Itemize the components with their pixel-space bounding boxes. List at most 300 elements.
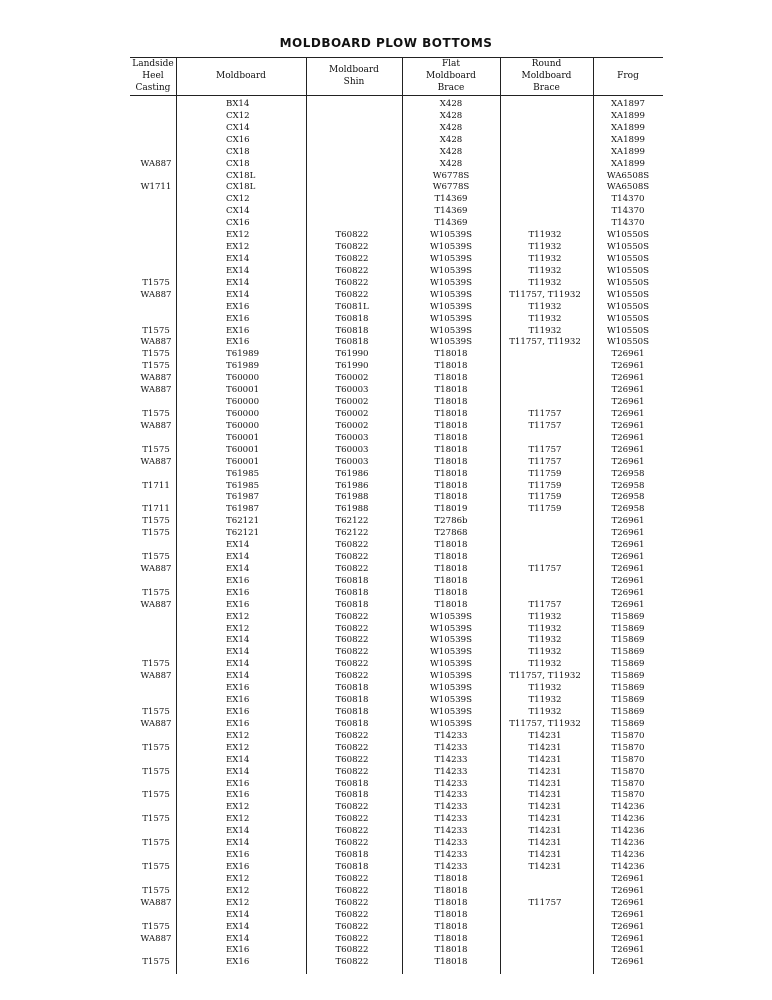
table-row (130, 898, 663, 910)
flat-brace-cell: W10539S (429, 230, 473, 241)
moldboard-cell: EX16 (226, 957, 250, 968)
frog-cell: T26961 (611, 921, 645, 932)
moldboard-cell: EX12 (226, 242, 250, 253)
shin-cell: T60822 (335, 742, 369, 753)
landside-cell: WA887 (140, 289, 172, 300)
table-row (130, 635, 663, 647)
flat-brace-cell: X428 (439, 146, 463, 157)
shin-cell: T61988 (335, 504, 369, 515)
moldboard-cell: EX16 (226, 790, 250, 801)
flat-brace-cell: X428 (439, 158, 463, 169)
flat-brace-cell: T18018 (434, 575, 468, 586)
landside-cell: WA887 (140, 420, 172, 431)
flat-brace-cell: T14233 (434, 838, 468, 849)
frog-cell: T15870 (611, 730, 645, 741)
flat-brace-cell: T18018 (434, 468, 468, 479)
round-brace-cell: T14231 (528, 850, 562, 861)
table-row (130, 433, 663, 445)
table-row (130, 683, 663, 695)
round-brace-cell: T11932 (528, 301, 562, 312)
shin-cell: T62122 (335, 528, 369, 539)
flat-brace-cell: W10539S (429, 671, 473, 682)
header-frog: Frog (617, 71, 639, 81)
shin-cell: T60818 (335, 313, 369, 324)
moldboard-cell: EX14 (226, 754, 250, 765)
flat-brace-cell: T18018 (434, 587, 468, 598)
flat-brace-cell: T18018 (434, 397, 468, 408)
landside-cell: WA887 (140, 599, 172, 610)
frog-cell: T26961 (611, 897, 645, 908)
flat-brace-cell: W10539S (429, 337, 473, 348)
table-row (130, 707, 663, 719)
flat-brace-cell: T14233 (434, 862, 468, 872)
flat-brace-cell: W10539S (429, 325, 473, 336)
shin-cell: T60822 (335, 230, 369, 241)
moldboard-cell: EX14 (226, 647, 250, 658)
landside-cell: T1575 (142, 790, 170, 801)
frog-cell: T15870 (611, 766, 645, 777)
moldboard-cell: EX16 (226, 778, 250, 789)
shin-cell: T60818 (335, 850, 369, 861)
frog-cell: T14370 (611, 194, 645, 205)
shin-cell: T60003 (335, 385, 369, 396)
flat-brace-cell: T18018 (434, 599, 468, 610)
shin-cell: T61986 (335, 480, 369, 491)
moldboard-cell: CX16 (226, 134, 250, 145)
frog-cell: T26961 (611, 456, 645, 467)
frog-cell: T26961 (611, 563, 645, 574)
table-row (130, 814, 663, 826)
flat-brace-cell: T18018 (434, 897, 468, 908)
frog-cell: T14236 (611, 850, 645, 861)
table-row (130, 934, 663, 946)
table-row (130, 779, 663, 791)
shin-cell: T60002 (335, 420, 369, 431)
frog-cell: WA6508S (606, 182, 650, 193)
moldboard-cell: T60001 (226, 444, 260, 455)
frog-cell: T26958 (611, 504, 645, 515)
table-row (130, 802, 663, 814)
shin-cell: T60822 (335, 635, 369, 646)
flat-brace-cell: T18018 (434, 909, 468, 920)
table-row (130, 576, 663, 588)
table-row (130, 290, 663, 302)
moldboard-cell: EX14 (226, 838, 250, 849)
shin-cell: T60822 (335, 552, 369, 563)
flat-brace-cell: W10539S (429, 265, 473, 276)
flat-brace-cell: T18018 (434, 385, 468, 396)
frog-cell: T26961 (611, 516, 645, 527)
frog-cell: T26961 (611, 432, 645, 443)
round-brace-cell: T11757 (528, 444, 562, 455)
moldboard-cell: T60001 (226, 456, 260, 467)
landside-cell: WA887 (140, 158, 172, 169)
frog-cell: W10550S (606, 253, 650, 264)
shin-cell: T60818 (335, 718, 369, 729)
shin-cell: T60818 (335, 707, 369, 718)
moldboard-cell: T60000 (226, 373, 260, 384)
flat-brace-cell: T14233 (434, 778, 468, 789)
flat-brace-cell: T18018 (434, 540, 468, 551)
frog-cell: T15870 (611, 754, 645, 765)
round-brace-cell: T14231 (528, 802, 562, 813)
shin-cell: T60818 (335, 599, 369, 610)
flat-brace-cell: T14233 (434, 754, 468, 765)
table-row (130, 111, 663, 123)
frog-cell: W10550S (606, 301, 650, 312)
moldboard-cell: EX16 (226, 707, 250, 718)
moldboard-cell: T62121 (226, 528, 260, 539)
table-row (130, 600, 663, 612)
moldboard-cell: CX12 (226, 194, 250, 205)
moldboard-cell: EX14 (226, 659, 250, 670)
moldboard-cell: EX16 (226, 683, 250, 694)
flat-brace-cell: T14233 (434, 850, 468, 861)
frog-cell: T26961 (611, 397, 645, 408)
round-brace-cell: T11932 (528, 635, 562, 646)
moldboard-cell: T61989 (226, 349, 260, 360)
frog-cell: XA1897 (611, 99, 645, 109)
moldboard-cell: T61989 (226, 361, 260, 372)
frog-cell: XA1899 (611, 122, 645, 133)
frog-cell: T26961 (611, 408, 645, 419)
round-brace-cell: T14231 (528, 862, 562, 872)
table-row (130, 266, 663, 278)
shin-cell: T60818 (335, 790, 369, 801)
round-brace-cell: T14231 (528, 730, 562, 741)
flat-brace-cell: W10539S (429, 623, 473, 634)
round-brace-cell: T11932 (528, 313, 562, 324)
moldboard-cell: EX16 (226, 587, 250, 598)
table-row (130, 206, 663, 218)
frog-cell: T15869 (611, 623, 645, 634)
landside-cell: T1575 (142, 277, 170, 288)
moldboard-cell: EX16 (226, 718, 250, 729)
round-brace-cell: T14231 (528, 814, 562, 825)
round-brace-cell: T14231 (528, 742, 562, 753)
flat-brace-cell: W10539S (429, 289, 473, 300)
shin-cell: T60002 (335, 397, 369, 408)
table-row (130, 159, 663, 171)
flat-brace-cell: T14233 (434, 730, 468, 741)
round-brace-cell: T11759 (528, 492, 562, 503)
header-round-brace: Round Moldboard Brace (521, 59, 572, 93)
frog-cell: W10550S (606, 277, 650, 288)
shin-cell: T60822 (335, 289, 369, 300)
shin-cell: T61990 (335, 361, 369, 372)
frog-cell: T15870 (611, 742, 645, 753)
table-row (130, 361, 663, 373)
header-landside: Landside Heel Casting (132, 59, 174, 93)
table-row (130, 731, 663, 743)
shin-cell: T60822 (335, 647, 369, 658)
shin-cell: T60822 (335, 885, 369, 896)
table-row (130, 886, 663, 898)
table-row (130, 695, 663, 707)
round-brace-cell: T11932 (528, 265, 562, 276)
flat-brace-cell: X428 (439, 99, 463, 109)
round-brace-cell: T11757 (528, 408, 562, 419)
shin-cell: T60822 (335, 540, 369, 551)
table-row (130, 945, 663, 957)
table-row (130, 182, 663, 194)
frog-cell: T26961 (611, 599, 645, 610)
header-rule (130, 95, 663, 96)
round-brace-cell: T11757, T11932 (509, 671, 581, 682)
table-row (130, 957, 663, 969)
table-row (130, 147, 663, 159)
table-row (130, 838, 663, 850)
frog-cell: T14236 (611, 802, 645, 813)
flat-brace-cell: W10539S (429, 313, 473, 324)
moldboard-cell: EX12 (226, 873, 250, 884)
round-brace-cell: T14231 (528, 766, 562, 777)
round-brace-cell: T11932 (528, 623, 562, 634)
moldboard-cell: CX18L (226, 182, 256, 193)
landside-cell: T1575 (142, 444, 170, 455)
header-shin: Moldboard Shin (329, 65, 379, 87)
flat-brace-cell: T18018 (434, 933, 468, 944)
shin-cell: T60822 (335, 838, 369, 849)
page-title: MOLDBOARD PLOW BOTTOMS (279, 36, 493, 50)
frog-cell: XA1899 (611, 134, 645, 145)
frog-cell: WA6508S (606, 170, 650, 181)
table-row (130, 373, 663, 385)
frog-cell: T15869 (611, 635, 645, 646)
flat-brace-cell: T18018 (434, 957, 468, 968)
frog-cell: T15870 (611, 778, 645, 789)
flat-brace-cell: T18018 (434, 361, 468, 372)
shin-cell: T60822 (335, 802, 369, 813)
moldboard-cell: EX14 (226, 635, 250, 646)
table-row (130, 278, 663, 290)
moldboard-cell: EX14 (226, 766, 250, 777)
frog-cell: T26958 (611, 480, 645, 491)
landside-cell: WA887 (140, 897, 172, 908)
table-body (130, 99, 663, 969)
flat-brace-cell: T18019 (434, 504, 468, 515)
moldboard-cell: EX16 (226, 301, 250, 312)
flat-brace-cell: X428 (439, 110, 463, 121)
table-row (130, 552, 663, 564)
table-row (130, 516, 663, 528)
moldboard-cell: T60001 (226, 385, 260, 396)
flat-brace-cell: T18018 (434, 373, 468, 384)
flat-brace-cell: X428 (439, 122, 463, 133)
table-row (130, 588, 663, 600)
round-brace-cell: T14231 (528, 790, 562, 801)
flat-brace-cell: T14233 (434, 814, 468, 825)
round-brace-cell: T11932 (528, 230, 562, 241)
shin-cell: T62122 (335, 516, 369, 527)
flat-brace-cell: T14233 (434, 742, 468, 753)
moldboard-cell: EX12 (226, 611, 250, 622)
shin-cell: T60822 (335, 897, 369, 908)
moldboard-cell: T60000 (226, 408, 260, 419)
shin-cell: T61988 (335, 492, 369, 503)
landside-cell: T1575 (142, 921, 170, 932)
shin-cell: T60003 (335, 432, 369, 443)
moldboard-cell: EX16 (226, 695, 250, 706)
shin-cell: T60822 (335, 659, 369, 670)
shin-cell: T60003 (335, 444, 369, 455)
round-brace-cell: T11932 (528, 325, 562, 336)
moldboard-cell: CX14 (226, 122, 250, 133)
frog-cell: T26958 (611, 468, 645, 479)
frog-cell: T15869 (611, 683, 645, 694)
table-row (130, 218, 663, 230)
frog-cell: W10550S (606, 313, 650, 324)
shin-cell: T60822 (335, 921, 369, 932)
table-row (130, 314, 663, 326)
flat-brace-cell: T14233 (434, 802, 468, 813)
landside-cell: WA887 (140, 456, 172, 467)
frog-cell: T15870 (611, 790, 645, 801)
moldboard-cell: CX18 (226, 146, 250, 157)
flat-brace-cell: T14369 (434, 206, 468, 217)
table-row (130, 659, 663, 671)
flat-brace-cell: T27868 (434, 528, 468, 539)
table-row (130, 337, 663, 349)
frog-cell: T26961 (611, 444, 645, 455)
moldboard-cell: EX12 (226, 814, 250, 825)
frog-cell: T26961 (611, 945, 645, 956)
landside-cell: T1575 (142, 957, 170, 968)
flat-brace-cell: T14233 (434, 826, 468, 837)
flat-brace-cell: T18018 (434, 873, 468, 884)
moldboard-cell: EX14 (226, 933, 250, 944)
frog-cell: T14236 (611, 838, 645, 849)
moldboard-cell: CX16 (226, 218, 250, 229)
table-row (130, 719, 663, 731)
moldboard-cell: T61985 (226, 480, 260, 491)
shin-cell: T60822 (335, 814, 369, 825)
table-row (130, 230, 663, 242)
frog-cell: T26961 (611, 885, 645, 896)
frog-cell: T15869 (611, 671, 645, 682)
frog-cell: W10550S (606, 265, 650, 276)
round-brace-cell: T11757 (528, 897, 562, 908)
table-row (130, 421, 663, 433)
table-row (130, 349, 663, 361)
flat-brace-cell: T14233 (434, 766, 468, 777)
flat-brace-cell: W6778S (432, 182, 470, 193)
landside-cell: T1575 (142, 885, 170, 896)
moldboard-cell: EX14 (226, 671, 250, 682)
frog-cell: T15869 (611, 611, 645, 622)
flat-brace-cell: W10539S (429, 718, 473, 729)
round-brace-cell: T14231 (528, 838, 562, 849)
flat-brace-cell: T14369 (434, 194, 468, 205)
round-brace-cell: T14231 (528, 826, 562, 837)
moldboard-cell: EX16 (226, 313, 250, 324)
moldboard-cell: T61987 (226, 492, 260, 503)
flat-brace-cell: T18018 (434, 432, 468, 443)
table-row (130, 302, 663, 314)
landside-cell: T1575 (142, 742, 170, 753)
frog-cell: T26961 (611, 373, 645, 384)
moldboard-cell: EX12 (226, 897, 250, 908)
moldboard-cell: T60000 (226, 397, 260, 408)
flat-brace-cell: T18018 (434, 349, 468, 360)
flat-brace-cell: W10539S (429, 242, 473, 253)
flat-brace-cell: T18018 (434, 408, 468, 419)
round-brace-cell: T11759 (528, 504, 562, 515)
moldboard-cell: EX12 (226, 885, 250, 896)
table-row (130, 540, 663, 552)
landside-cell: T1575 (142, 349, 170, 360)
frog-cell: T15869 (611, 695, 645, 706)
landside-cell: WA887 (140, 718, 172, 729)
flat-brace-cell: W6778S (432, 170, 470, 181)
moldboard-cell: CX18 (226, 158, 250, 169)
moldboard-cell: EX12 (226, 802, 250, 813)
shin-cell: T60818 (335, 695, 369, 706)
landside-cell: T1575 (142, 552, 170, 563)
moldboard-cell: EX14 (226, 540, 250, 551)
flat-brace-cell: T18018 (434, 420, 468, 431)
frog-cell: T26961 (611, 933, 645, 944)
table-row (130, 194, 663, 206)
landside-cell: T1575 (142, 862, 170, 872)
moldboard-cell: EX14 (226, 289, 250, 300)
moldboard-cell: CX14 (226, 206, 250, 217)
table-row (130, 481, 663, 493)
header-flat-brace: Flat Moldboard Brace (426, 59, 476, 93)
landside-cell: WA887 (140, 337, 172, 348)
header-moldboard: Moldboard (216, 71, 266, 81)
frog-cell: W10550S (606, 289, 650, 300)
table-row (130, 242, 663, 254)
moldboard-cell: EX14 (226, 826, 250, 837)
landside-cell: T1575 (142, 528, 170, 539)
landside-cell: WA887 (140, 385, 172, 396)
round-brace-cell: T11757 (528, 599, 562, 610)
landside-cell: WA887 (140, 373, 172, 384)
moldboard-cell: T61987 (226, 504, 260, 515)
round-brace-cell: T11932 (528, 242, 562, 253)
shin-cell: T60818 (335, 325, 369, 336)
table-row (130, 755, 663, 767)
moldboard-cell: T62121 (226, 516, 260, 527)
parts-table (130, 57, 663, 974)
moldboard-cell: EX16 (226, 599, 250, 610)
moldboard-cell: EX12 (226, 623, 250, 634)
table-row (130, 647, 663, 659)
frog-cell: W10550S (606, 337, 650, 348)
flat-brace-cell: W10539S (429, 695, 473, 706)
table-row (130, 492, 663, 504)
table-row (130, 767, 663, 779)
frog-cell: T14370 (611, 218, 645, 229)
moldboard-cell: EX14 (226, 277, 250, 288)
frog-cell: XA1899 (611, 146, 645, 157)
moldboard-cell: EX12 (226, 230, 250, 241)
moldboard-cell: EX16 (226, 850, 250, 861)
frog-cell: T14370 (611, 206, 645, 217)
frog-cell: W10550S (606, 325, 650, 336)
round-brace-cell: T11932 (528, 683, 562, 694)
frog-cell: T26961 (611, 361, 645, 372)
moldboard-cell: EX16 (226, 325, 250, 336)
frog-cell: T14236 (611, 814, 645, 825)
shin-cell: T60822 (335, 957, 369, 968)
table-row (130, 612, 663, 624)
shin-cell: T60818 (335, 778, 369, 789)
shin-cell: T60822 (335, 826, 369, 837)
shin-cell: T60822 (335, 265, 369, 276)
table-row (130, 922, 663, 934)
